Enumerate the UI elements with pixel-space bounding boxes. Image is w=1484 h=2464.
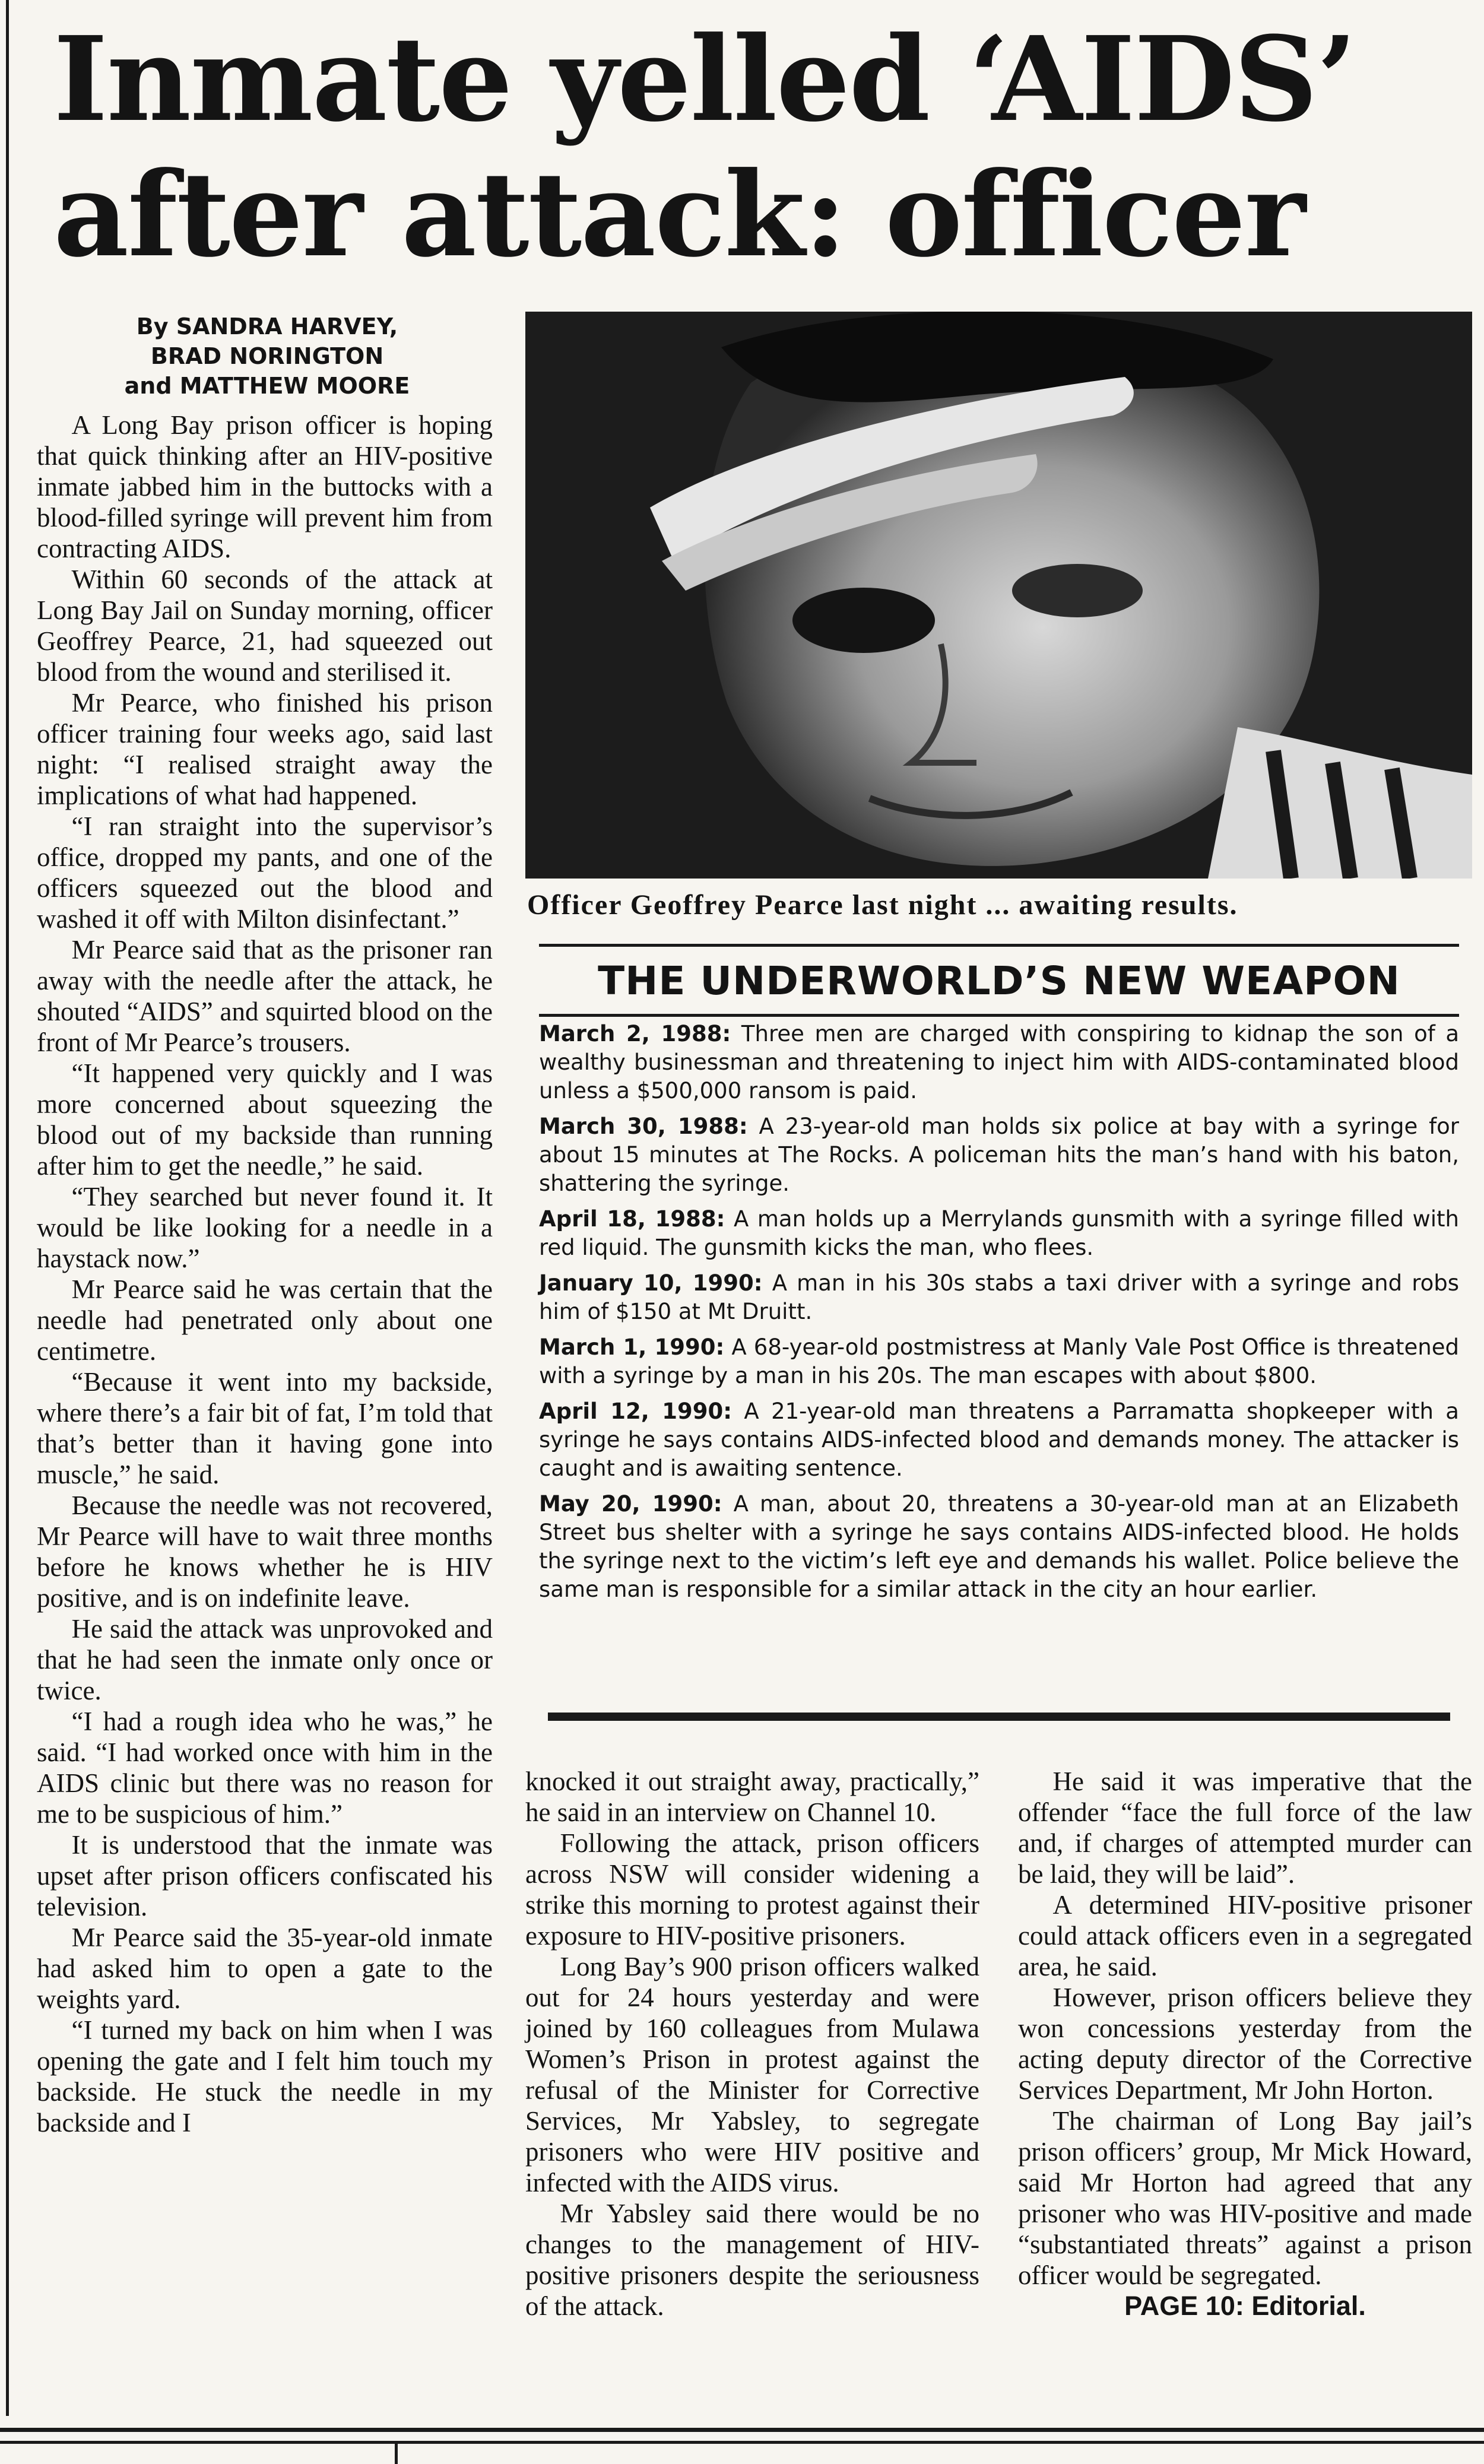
paragraph: Mr Pearce, who finished his prison officer training four weeks ago, said last night: “I realised straight away the implications of what had happened. [37,688,493,810]
paragraph: “Because it went into my backside, where there’s a fair bit of fat, I’m told that that’s better than it having gone into muscle,” he said. [37,1367,493,1489]
event-date: May 20, 1990: [539,1491,722,1517]
paragraph: Mr Pearce said he was certain that the needle had penetrated only about one centimetre. [37,1274,493,1366]
left-column-rule [6,0,9,2416]
paragraph: A determined HIV-positive prisoner could attack officers even in a segregated area, he said. [1018,1890,1472,1981]
officer-photo [525,312,1472,879]
headline [53,12,1466,283]
sidebar-event [539,1490,1459,1604]
paragraph: “I turned my back on him when I was opening the gate and I felt him touch my backside. He stuck the needle in my backside and I [37,2015,493,2138]
byline [53,312,481,401]
paragraph: knocked it out straight away, practically,” he said in an interview on Channel 10. [525,1767,979,1827]
paragraph: Long Bay’s 900 prison officers walked out for 24 hours yesterday and were joined by 160 colleagues from Mulawa Women’s Prison in protest against the refusal of the Minister for Corrective Services, Mr Yabsley, to segregate prisoners who were HIV positive and infected with the AIDS virus. [525,1952,979,2197]
sidebar-event-list [539,1020,1459,1611]
byline-line-3: and MATTHEW MOORE [124,373,410,399]
paragraph: He said it was imperative that the offender “face the full force of the law and, if charges of attempted murder can be laid, they will be laid”. [1018,1767,1472,1889]
paragraph: The chairman of Long Bay jail’s prison officers’ group, Mr Mick Howard, said Mr Horton had agreed that any prisoner who was HIV-positive and made “substantiated threats” against a prison officer would be segregated. [1018,2106,1472,2290]
event-date: March 1, 1990: [539,1334,725,1360]
paragraph: “It happened very quickly and I was more concerned about squeezing the blood out of my backside than running after him to get the needle,” he said. [37,1058,493,1181]
article-column-1 [37,410,493,2138]
byline-line-1: By SANDRA HARVEY, [136,313,398,340]
sidebar-bottom-rule [548,1713,1450,1721]
event-text: Three men are charged with conspiring to kidnap the son of a wealthy businessman and threatening to inject him with AIDS-contaminated blood unless a $500,000 ransom is paid. [539,1021,1459,1103]
sidebar-top-rule [539,944,1459,947]
headline-line-1: Inmate yelled ‘AIDS’ [53,11,1356,148]
paragraph: “They searched but never found it. It would be like looking for a needle in a haystack now.” [37,1182,493,1273]
article-column-3 [1018,1766,1472,2322]
event-date: March 2, 1988: [539,1021,731,1047]
paragraph: “I ran straight into the supervisor’s office, dropped my pants, and one of the officers squeezed out the blood and washed it off with Milton disinfectant.” [37,811,493,934]
headline-line-2: after attack: officer [53,147,1305,283]
event-date: April 18, 1988: [539,1206,725,1232]
event-text: A man, about 20, threatens a 30-year-old man at an Elizabeth Street bus shelter with a syringe he says contains AIDS-infected blood. He holds the syringe next to the victim’s left eye and demands his wallet. Police believe the same man is responsible for a similar attack in the city an hour earlier. [539,1491,1460,1602]
page-reference: PAGE 10: Editorial. [1124,2291,1366,2321]
paragraph: Mr Pearce said that as the prisoner ran away with the needle after the attack, he shouted “AIDS” and squirted blood on the front of Mr Pearce’s trousers. [37,935,493,1057]
event-text: A man holds up a Merrylands gunsmith with a syringe filled with red liquid. The gunsmith kicks the man, who flees. [539,1206,1459,1260]
event-date: January 10, 1990: [539,1270,763,1296]
paragraph: A Long Bay prison officer is hoping that quick thinking after an HIV-positive inmate jabbed him in the buttocks with a blood-filled syringe will prevent him from contracting AIDS. [37,410,493,563]
sidebar-event [539,1397,1459,1483]
officer-portrait-image [525,312,1472,879]
paragraph: “I had a rough idea who he was,” he said. “I had worked once with him in the AIDS clinic but there was no reason for me to be suspicious of him.” [37,1707,493,1829]
article-column-2 [525,1766,979,2322]
event-text: A 21-year-old man threatens a Parramatta shopkeeper with a syringe he says contains AIDS-infected blood and demands money. The attacker is caught and is awaiting sentence. [539,1399,1459,1481]
paragraph: Because the needle was not recovered, Mr Pearce will have to wait three months before he knows whether he is HIV positive, and is on indefinite leave. [37,1491,493,1613]
sidebar-event [539,1020,1459,1105]
bottom-rule [0,2428,1484,2432]
paragraph: Within 60 seconds of the attack at Long Bay Jail on Sunday morning, officer Geoffrey Pearce, 21, had squeezed out blood from the wound and sterilised it. [37,565,493,687]
sidebar-event [539,1333,1459,1390]
paragraph: Mr Pearce said the 35-year-old inmate had asked him to open a gate to the weights yard. [37,1923,493,2014]
sidebar-event [539,1112,1459,1198]
event-text: A man in his 30s stabs a taxi driver with a syringe and robs him of $150 at Mt Druitt. [539,1270,1460,1324]
sidebar-box [539,944,1459,1718]
paragraph: Following the attack, prison officers across NSW will consider widening a strike this morning to protest against their exposure to HIV-positive prisoners. [525,1828,979,1951]
sidebar-event [539,1269,1459,1326]
paragraph: However, prison officers believe they won concessions yesterday from the acting deputy director of the Corrective Services Department, Mr John Horton. [1018,1983,1472,2105]
paragraph: Mr Yabsley said there would be no changes to the management of HIV-positive prisoners despite the seriousness of the attack. [525,2199,979,2321]
event-date: March 30, 1988: [539,1114,748,1139]
sidebar-title-rule [539,1014,1459,1017]
event-date: April 12, 1990: [539,1399,733,1424]
event-text: A 68-year-old postmistress at Manly Vale Post Office is threatened with a syringe by a man in his 20s. The man escapes with about $800. [539,1334,1459,1388]
sidebar-event [539,1205,1459,1262]
paragraph: He said the attack was unprovoked and that he had seen the inmate only once or twice. [37,1614,493,1705]
bottom-rule [0,2441,1484,2444]
bottom-divider [395,2441,398,2464]
photo-caption: Officer Geoffrey Pearce last night ... awaiting results. [527,889,1238,921]
byline-line-2: BRAD NORINGTON [150,343,384,369]
sidebar-title: THE UNDERWORLD’S NEW WEAPON [598,958,1400,1004]
event-text: A 23-year-old man holds six police at bay with a syringe for about 15 minutes at The Rocks. A policeman hits the man’s hand with his baton, shattering the syringe. [539,1114,1460,1196]
paragraph: It is understood that the inmate was upset after prison officers confiscated his television. [37,1830,493,1921]
